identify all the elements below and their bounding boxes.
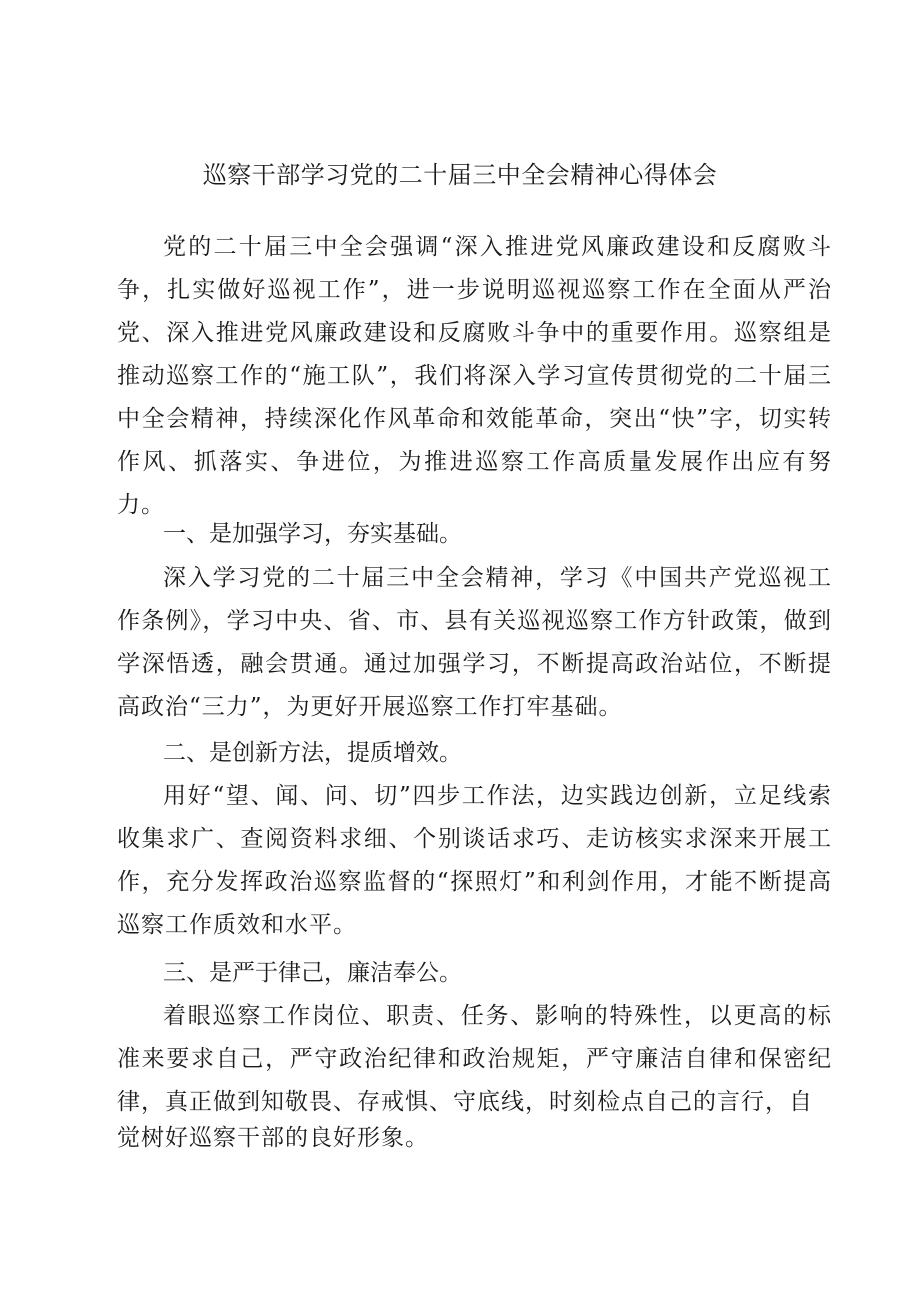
section-2-heading: 二、是创新方法，提质增效。 (163, 740, 462, 766)
document-title: 巡察干部学习党的二十届三中全会精神心得体会 (202, 161, 718, 189)
section-1-paragraph: 深入学习党的二十届三中全会精神，学习《中国共产党巡视工作条例》，学习中央、省、市、县有关巡视巡察工作方针政策，做到学深悟透，融会贯通。通过加强学习，不断提高政治站位，不断提高政治“三力”，为更好开展巡察工作打牢基础。 (117, 565, 832, 720)
section-2-paragraph: 用好“望、闻、问、切”四步工作法，边实践边创新，立足线索收集求广、查阅资料求细、个别谈话求巧、走访核实求深来开展工作，充分发挥政治巡察监督的“探照灯”和利剑作用，才能不断提高巡察工作质效和水平。 (117, 783, 832, 938)
intro-paragraph: 党的二十届三中全会强调“深入推进党风廉政建设和反腐败斗争，扎实做好巡视工作”，进一步说明巡视巡察工作在全面从严治党、深入推进党风廉政建设和反腐败斗争中的重要作用。巡察组是推动巡察工作的“施工队”，我们将深入学习宣传贯彻党的二十届三中全会精神，持续深化作风革命和效能革命，突出“快”字，切实转作风、抓落实、争进位，为推进巡察工作高质量发展作出应有努力。 (117, 234, 832, 518)
section-3-paragraph: 着眼巡察工作岗位、职责、任务、影响的特殊性，以更高的标准来要求自己，严守政治纪律和政治规矩，严守廉洁自律和保密纪律，真正做到知敬畏、存戒惧、守底线，时刻检点自己的言行，自 (117, 1003, 832, 1115)
section-3-heading: 三、是严于律己，廉洁奉公。 (163, 960, 462, 986)
section-1-heading: 一、是加强学习，夯实基础。 (163, 521, 462, 547)
section-3-tail-line: 觉树好巡察干部的良好形象。 (117, 1125, 429, 1151)
